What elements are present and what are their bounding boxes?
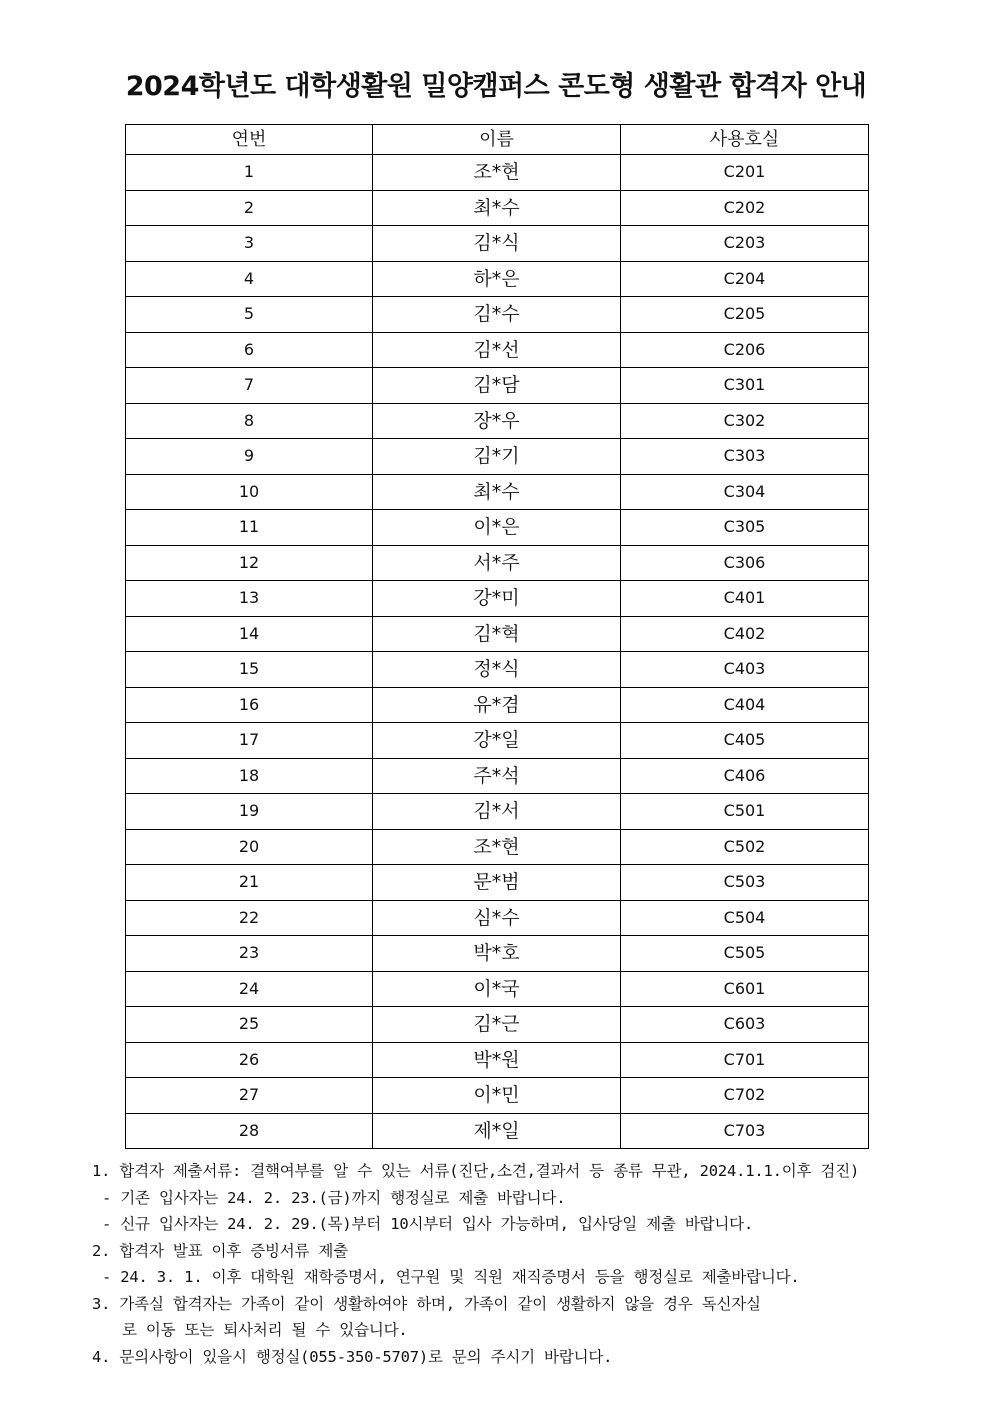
row-number-cell: 11 (126, 510, 373, 546)
room-number-cell: C203 (621, 226, 869, 262)
room-number-cell: C404 (621, 687, 869, 723)
room-number-cell: C205 (621, 297, 869, 333)
room-number-cell: C206 (621, 332, 869, 368)
student-name-cell: 문*범 (373, 865, 621, 901)
room-number-cell: C305 (621, 510, 869, 546)
table-row (126, 439, 869, 475)
table-row (126, 1007, 869, 1043)
table-row (126, 758, 869, 794)
student-name-cell: 주*석 (373, 758, 621, 794)
student-name-cell: 김*서 (373, 794, 621, 830)
table-row (126, 1113, 869, 1149)
room-number-cell: C304 (621, 474, 869, 510)
row-number-cell: 24 (126, 971, 373, 1007)
row-number-cell: 1 (126, 155, 373, 191)
room-number-cell: C301 (621, 368, 869, 404)
row-number-cell: 17 (126, 723, 373, 759)
room-number-cell: C503 (621, 865, 869, 901)
room-number-cell: C703 (621, 1113, 869, 1149)
student-name-cell: 최*수 (373, 474, 621, 510)
table-row (126, 971, 869, 1007)
row-number-cell: 20 (126, 829, 373, 865)
note-item: 4. 문의사항이 있을시 행정실(055-350-5707)로 문의 주시기 바랍니다. (92, 1347, 613, 1366)
student-name-cell: 강*미 (373, 581, 621, 617)
student-name-cell: 김*혁 (373, 616, 621, 652)
row-number-cell: 10 (126, 474, 373, 510)
row-number-cell: 22 (126, 900, 373, 936)
note-item: 3. 가족실 합격자는 가족이 같이 생활하여야 하며, 가족이 같이 생활하지 않을 경우 독신자실 (92, 1294, 761, 1313)
row-number-cell: 5 (126, 297, 373, 333)
table-header-row (126, 125, 869, 155)
room-number-cell: C402 (621, 616, 869, 652)
room-number-cell: C201 (621, 155, 869, 191)
room-number-cell: C504 (621, 900, 869, 936)
row-number-cell: 2 (126, 190, 373, 226)
row-number-cell: 21 (126, 865, 373, 901)
room-number-cell: C406 (621, 758, 869, 794)
student-name-cell: 심*수 (373, 900, 621, 936)
room-number-cell: C502 (621, 829, 869, 865)
room-number-cell: C303 (621, 439, 869, 475)
table-row (126, 794, 869, 830)
table-row (126, 155, 869, 191)
student-name-cell: 조*현 (373, 155, 621, 191)
row-number-cell: 4 (126, 261, 373, 297)
table-row (126, 652, 869, 688)
table-row (126, 865, 869, 901)
room-number-cell: C603 (621, 1007, 869, 1043)
row-number-cell: 19 (126, 794, 373, 830)
student-name-cell: 정*식 (373, 652, 621, 688)
student-name-cell: 김*식 (373, 226, 621, 262)
table-row (126, 1078, 869, 1114)
room-number-cell: C401 (621, 581, 869, 617)
student-name-cell: 서*주 (373, 545, 621, 581)
table-row (126, 368, 869, 404)
row-number-cell: 27 (126, 1078, 373, 1114)
table-row (126, 297, 869, 333)
accepted-students-table (125, 124, 869, 1149)
row-number-cell: 28 (126, 1113, 373, 1149)
student-name-cell: 제*일 (373, 1113, 621, 1149)
student-name-cell: 이*민 (373, 1078, 621, 1114)
student-name-cell: 박*원 (373, 1042, 621, 1078)
room-number-cell: C302 (621, 403, 869, 439)
table-row (126, 226, 869, 262)
student-name-cell: 하*은 (373, 261, 621, 297)
room-number-cell: C501 (621, 794, 869, 830)
student-name-cell: 김*수 (373, 297, 621, 333)
table-row (126, 687, 869, 723)
room-number-cell: C202 (621, 190, 869, 226)
row-number-cell: 7 (126, 368, 373, 404)
student-name-cell: 유*겸 (373, 687, 621, 723)
row-number-cell: 16 (126, 687, 373, 723)
student-name-cell: 김*담 (373, 368, 621, 404)
table-row (126, 1042, 869, 1078)
student-name-cell: 이*국 (373, 971, 621, 1007)
student-name-cell: 김*기 (373, 439, 621, 475)
room-number-cell: C204 (621, 261, 869, 297)
room-number-cell: C702 (621, 1078, 869, 1114)
room-number-cell: C701 (621, 1042, 869, 1078)
room-number-cell: C405 (621, 723, 869, 759)
row-number-cell: 3 (126, 226, 373, 262)
row-number-cell: 8 (126, 403, 373, 439)
row-number-cell: 9 (126, 439, 373, 475)
table-row (126, 900, 869, 936)
student-name-cell: 최*수 (373, 190, 621, 226)
student-name-cell: 강*일 (373, 723, 621, 759)
student-name-cell: 김*선 (373, 332, 621, 368)
student-name-cell: 이*은 (373, 510, 621, 546)
student-name-cell: 장*우 (373, 403, 621, 439)
room-number-cell: C505 (621, 936, 869, 972)
note-subitem: - 기존 입사자는 24. 2. 23.(금)까지 행정실로 제출 바랍니다. (102, 1188, 566, 1207)
row-number-cell: 23 (126, 936, 373, 972)
table-row (126, 190, 869, 226)
page-title: 2024학년도 대학생활원 밀양캠퍼스 콘도형 생활관 합격자 안내 (125, 71, 867, 102)
row-number-cell: 25 (126, 1007, 373, 1043)
note-item: 1. 합격자 제출서류: 결핵여부를 알 수 있는 서류(진단,소견,결과서 등 종류 무관, 2024.1.1.이후 검진) (92, 1162, 860, 1180)
row-number-cell: 12 (126, 545, 373, 581)
room-number-cell: C601 (621, 971, 869, 1007)
room-number-cell: C403 (621, 652, 869, 688)
student-name-cell: 조*현 (373, 829, 621, 865)
table-body (126, 155, 869, 1149)
table-row (126, 474, 869, 510)
row-number-cell: 13 (126, 581, 373, 617)
table-row (126, 261, 869, 297)
row-number-cell: 14 (126, 616, 373, 652)
table-row (126, 723, 869, 759)
note-subitem: - 24. 3. 1. 이후 대학원 재학증명서, 연구원 및 직원 재직증명서 등을 행정실로 제출바랍니다. (102, 1268, 800, 1286)
room-number-cell: C306 (621, 545, 869, 581)
table-row (126, 545, 869, 581)
row-number-cell: 15 (126, 652, 373, 688)
column-header-number: 연번 (126, 125, 373, 155)
table-row (126, 581, 869, 617)
note-continuation: 로 이동 또는 퇴사처리 될 수 있습니다. (122, 1321, 408, 1339)
row-number-cell: 26 (126, 1042, 373, 1078)
table-row (126, 403, 869, 439)
table-row (126, 616, 869, 652)
table-row (126, 332, 869, 368)
note-subitem: - 신규 입사자는 24. 2. 29.(목)부터 10시부터 입사 가능하며, 입사당일 제출 바랍니다. (102, 1215, 754, 1233)
table-row (126, 936, 869, 972)
row-number-cell: 6 (126, 332, 373, 368)
notes-section (92, 1158, 912, 1370)
student-name-cell: 김*근 (373, 1007, 621, 1043)
note-item: 2. 합격자 발표 이후 증빙서류 제출 (92, 1241, 348, 1260)
student-name-cell: 박*호 (373, 936, 621, 972)
column-header-name: 이름 (373, 125, 621, 155)
column-header-room: 사용호실 (621, 125, 869, 155)
table-row (126, 510, 869, 546)
table-row (126, 829, 869, 865)
row-number-cell: 18 (126, 758, 373, 794)
